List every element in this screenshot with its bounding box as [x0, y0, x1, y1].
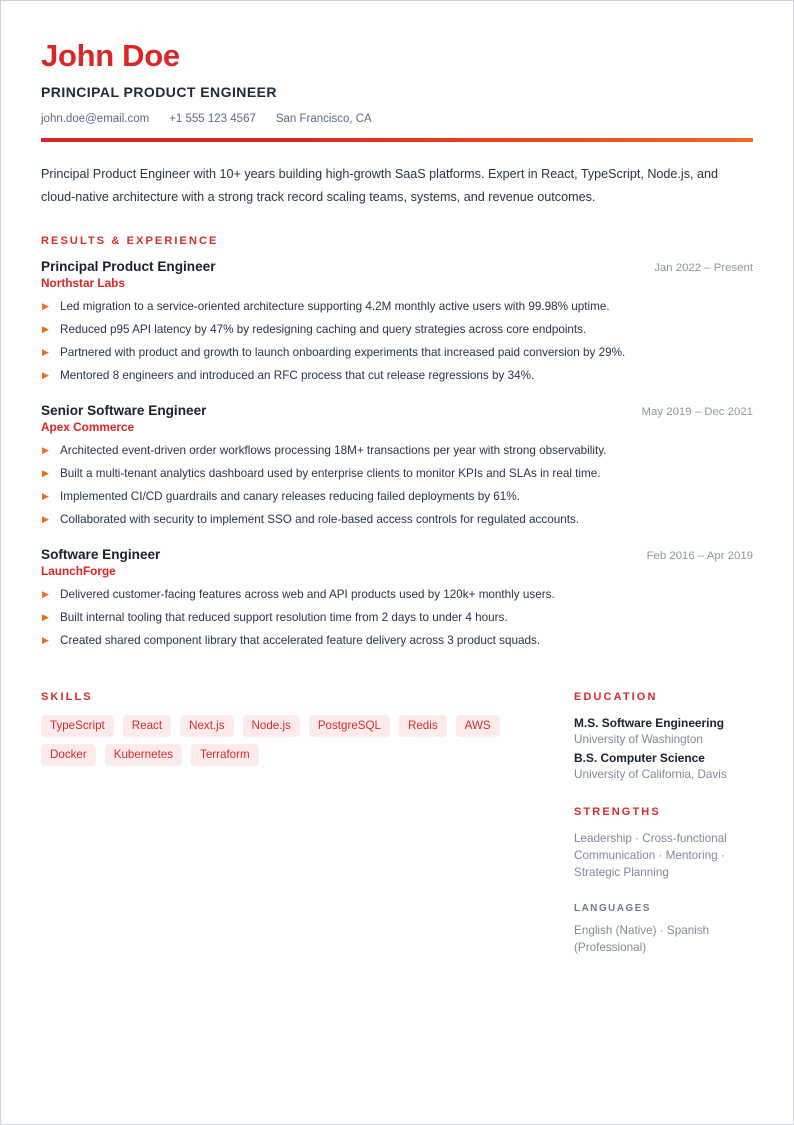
job-title: Principal Product Engineer [41, 258, 216, 274]
job-bullet [41, 345, 753, 361]
skill-chip[interactable]: Kubernetes [105, 744, 182, 766]
job-bullet [41, 299, 753, 315]
job-bullet-text: Built internal tooling that reduced support resolution time from 2 days to under 4 hours. [60, 611, 508, 625]
job-bullet [41, 489, 753, 505]
job-bullet [41, 587, 753, 603]
education-school: University of California, Davis [574, 767, 727, 781]
skill-chip[interactable]: Node.js [243, 715, 300, 737]
skill-chip[interactable]: Next.js [180, 715, 233, 737]
bullet-triangle-icon: ▶ [42, 323, 49, 334]
job-bullet-text: Built a multi-tenant analytics dashboard used by enterprise clients to monitor KPIs and SLAs in real time. [60, 467, 601, 481]
experience-item-header [41, 259, 753, 274]
header-gradient-divider [41, 138, 753, 142]
skill-chip[interactable]: Terraform [191, 744, 259, 766]
job-bullet [41, 368, 753, 384]
job-bullet [41, 443, 753, 459]
skill-chip[interactable]: TypeScript [41, 715, 114, 737]
education-item [574, 750, 753, 784]
job-bullet [41, 322, 753, 338]
job-bullet-text: Collaborated with security to implement SSO and role-based access controls for regulated accounts. [60, 513, 580, 527]
languages-heading: LANGUAGES [574, 902, 652, 914]
bullet-triangle-icon: ▶ [42, 445, 49, 456]
job-bullet [41, 633, 753, 649]
job-dates: May 2019 – Dec 2021 [641, 406, 753, 419]
skill-chip[interactable]: Redis [399, 715, 447, 737]
bullet-triangle-icon: ▶ [42, 612, 49, 623]
job-bullet-list [41, 443, 753, 528]
candidate-name: John Doe [41, 38, 180, 73]
job-bullet-text: Partnered with product and growth to launch onboarding experiments that increased paid conversion by 29%. [60, 345, 626, 359]
skill-chip[interactable]: React [123, 715, 171, 737]
contact-location: San Francisco, CA [275, 113, 372, 126]
languages-text: English (Native) · Spanish (Professional) [574, 923, 710, 954]
contact-line [41, 113, 753, 125]
job-bullet-text: Created shared component library that accelerated feature delivery across 3 product squads. [60, 634, 541, 648]
experience-item-header [41, 547, 753, 562]
bullet-triangle-icon: ▶ [42, 370, 49, 380]
professional-summary: Principal Product Engineer with 10+ years building high-growth SaaS platforms. Expert in React, TypeScript, Node.js, and cloud-native architecture with a strong track record scaling teams, systems, and revenue outcomes. [41, 167, 719, 204]
skills-column [41, 668, 558, 955]
job-bullet-text: Led migration to a service-oriented architecture supporting 4.2M monthly active users with 99.98% uptime. [60, 299, 610, 313]
job-company: Apex Commerce [41, 420, 135, 435]
experience-section [41, 235, 753, 649]
job-bullet-text: Implemented CI/CD guardrails and canary releases reducing failed deployments by 61%. [60, 490, 520, 504]
bullet-triangle-icon: ▶ [42, 300, 49, 311]
sidebar-column [574, 668, 753, 955]
resume-header [41, 39, 753, 142]
job-title: Senior Software Engineer [41, 403, 207, 419]
education-list [574, 715, 753, 783]
bullet-triangle-icon: ▶ [42, 491, 49, 502]
job-dates: Feb 2016 – Apr 2019 [646, 550, 753, 563]
job-bullet-list [41, 587, 753, 649]
contact-phone[interactable]: +1 555 123 4567 [169, 113, 256, 126]
job-title: Software Engineer [41, 547, 161, 563]
experience-item [41, 547, 753, 649]
lower-columns [41, 668, 753, 955]
skills-heading: SKILLS [41, 691, 93, 704]
skill-chip[interactable]: Docker [41, 744, 96, 766]
experience-item [41, 403, 753, 528]
job-bullet-text: Reduced p95 API latency by 47% by redesigning caching and query strategies across core endpoints. [60, 322, 587, 336]
contact-email[interactable]: john.doe@email.com [41, 113, 150, 126]
candidate-headline: PRINCIPAL PRODUCT ENGINEER [41, 84, 277, 101]
experience-item [41, 259, 753, 384]
job-bullet [41, 466, 753, 482]
job-bullet-text: Architected event-driven order workflows processing 18M+ transactions per year with strong observability. [60, 444, 607, 458]
bullet-triangle-icon: ▶ [42, 635, 49, 646]
job-bullet-text: Mentored 8 engineers and introduced an RFC process that cut release regressions by 34%. [60, 369, 535, 382]
bullet-triangle-icon: ▶ [42, 468, 49, 479]
job-dates: Jan 2022 – Present [654, 261, 753, 274]
job-bullet-list [41, 299, 753, 384]
education-degree: B.S. Computer Science [574, 750, 705, 765]
experience-heading: RESULTS & EXPERIENCE [41, 234, 219, 247]
job-company: Northstar Labs [41, 275, 125, 290]
skill-chip[interactable]: AWS [456, 715, 500, 737]
education-school: University of Washington [574, 733, 703, 747]
job-company: LaunchForge [41, 564, 116, 579]
strengths-text: Leadership · Cross-functional Communication · Mentoring · Strategic Planning [574, 832, 727, 880]
strengths-heading: STRENGTHS [574, 806, 661, 819]
bullet-triangle-icon: ▶ [42, 589, 49, 600]
experience-list [41, 259, 753, 649]
job-bullet [41, 512, 753, 528]
education-degree: M.S. Software Engineering [574, 716, 725, 731]
experience-item-header [41, 403, 753, 418]
skill-chip[interactable]: PostgreSQL [309, 715, 390, 737]
bullet-triangle-icon: ▶ [42, 514, 49, 525]
bullet-triangle-icon: ▶ [42, 346, 49, 357]
job-bullet [41, 610, 753, 626]
skills-chip-list [41, 715, 511, 766]
education-item [574, 715, 753, 749]
education-heading: EDUCATION [574, 691, 658, 704]
job-bullet-text: Delivered customer-facing features across web and API products used by 120k+ monthly users. [60, 588, 555, 602]
